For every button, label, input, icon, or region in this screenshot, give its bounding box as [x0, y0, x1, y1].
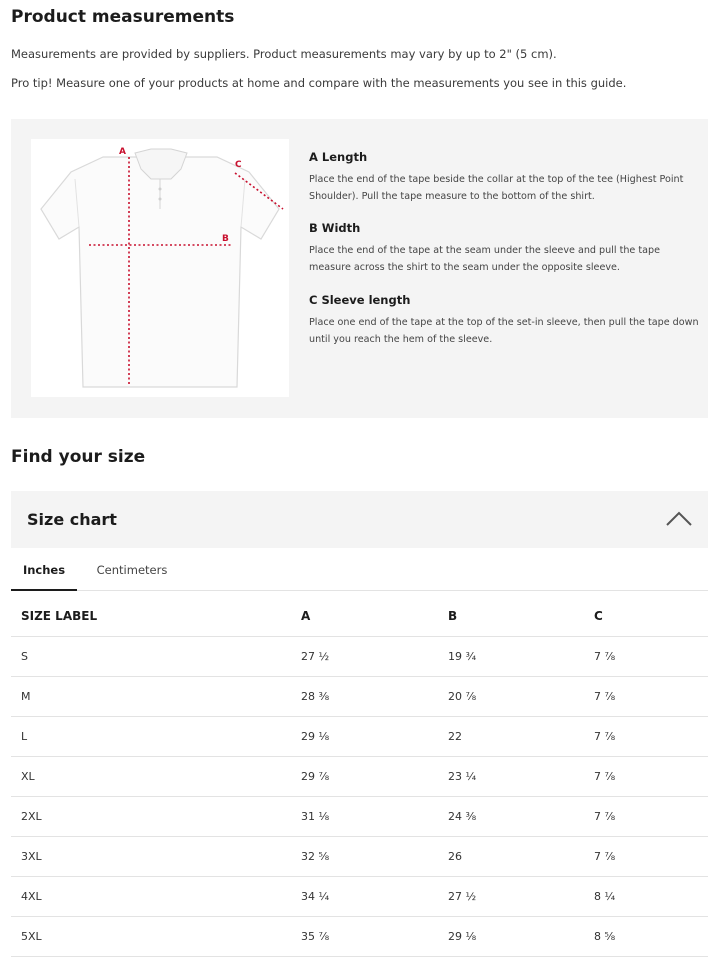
table-row: [11, 877, 708, 917]
a-cell: 28 ⅜: [291, 677, 438, 717]
c-cell: 7 ⅞: [584, 837, 708, 877]
c-cell: 8 ⅝: [584, 917, 708, 957]
measure-c-title: C Sleeve length: [309, 293, 411, 307]
c-cell: 7 ⅞: [584, 757, 708, 797]
measure-a-title: A Length: [309, 150, 368, 164]
table-row: [11, 797, 708, 837]
letter-c: C: [235, 160, 242, 170]
a-cell: 29 ⅛: [291, 717, 438, 757]
letter-b: B: [222, 234, 229, 244]
tab-centimeters[interactable]: Centimeters: [96, 563, 168, 577]
b-cell: 19 ¾: [438, 637, 584, 677]
table-row: [11, 637, 708, 677]
header-b: B: [438, 596, 584, 637]
size-chart-accordion[interactable]: [11, 491, 708, 548]
table-row: [11, 757, 708, 797]
a-cell: 32 ⅝: [291, 837, 438, 877]
header-c: C: [584, 596, 708, 637]
page-title: Product measurements: [11, 7, 235, 27]
tab-inches[interactable]: Inches: [11, 550, 77, 591]
size-cell: 2XL: [11, 797, 291, 837]
b-cell: 23 ¼: [438, 757, 584, 797]
shirt-diagram: [31, 139, 289, 397]
unit-tabs: [11, 550, 708, 591]
measure-a-text: Place the end of the tape beside the collar at the top of the tee (Highest Point Shoulder). Pull the tape measure to the bottom of the shirt.: [309, 174, 684, 202]
size-cell: 3XL: [11, 837, 291, 877]
header-a: A: [291, 596, 438, 637]
measure-a: [309, 150, 699, 205]
c-cell: 7 ⅞: [584, 637, 708, 677]
size-cell: 5XL: [11, 917, 291, 957]
b-cell: 29 ⅛: [438, 917, 584, 957]
measure-c: [309, 293, 699, 348]
a-cell: 34 ¼: [291, 877, 438, 917]
a-cell: 27 ½: [291, 637, 438, 677]
b-cell: 22: [438, 717, 584, 757]
table-row: [11, 917, 708, 957]
table-row: [11, 837, 708, 877]
size-cell: S: [11, 637, 291, 677]
letter-a: A: [119, 147, 126, 157]
size-cell: 4XL: [11, 877, 291, 917]
measure-b-text: Place the end of the tape at the seam under the sleeve and pull the tape measure across the shirt to the seam under the opposite sleeve.: [309, 245, 661, 273]
a-cell: 35 ⅞: [291, 917, 438, 957]
size-chart-label: Size chart: [27, 510, 117, 529]
measure-b-title: B Width: [309, 221, 361, 235]
chevron-up-icon[interactable]: [666, 511, 692, 527]
c-cell: 8 ¼: [584, 877, 708, 917]
pro-tip: Pro tip! Measure one of your products at home and compare with the measurements you see in this guide.: [11, 76, 627, 90]
table-row: [11, 717, 708, 757]
size-cell: XL: [11, 757, 291, 797]
header-size-label: SIZE LABEL: [11, 596, 291, 637]
c-cell: 7 ⅞: [584, 677, 708, 717]
c-cell: 7 ⅞: [584, 717, 708, 757]
b-cell: 20 ⅞: [438, 677, 584, 717]
c-cell: 7 ⅞: [584, 797, 708, 837]
table-header-row: [11, 596, 708, 637]
measurements-note: Measurements are provided by suppliers. Product measurements may vary by up to 2" (5 cm).: [11, 47, 557, 61]
b-cell: 27 ½: [438, 877, 584, 917]
measure-c-text: Place one end of the tape at the top of the set-in sleeve, then pull the tape down until you reach the hem of the sleeve.: [309, 317, 699, 345]
a-cell: 31 ⅛: [291, 797, 438, 837]
a-cell: 29 ⅞: [291, 757, 438, 797]
size-cell: L: [11, 717, 291, 757]
size-chart-table: [11, 596, 708, 957]
find-size-heading: Find your size: [11, 447, 146, 467]
measurement-guide: [11, 119, 708, 418]
measure-b: [309, 221, 699, 276]
table-row: [11, 677, 708, 717]
b-cell: 24 ⅜: [438, 797, 584, 837]
polo-shirt-illustration: [31, 139, 289, 397]
b-cell: 26: [438, 837, 584, 877]
size-cell: M: [11, 677, 291, 717]
